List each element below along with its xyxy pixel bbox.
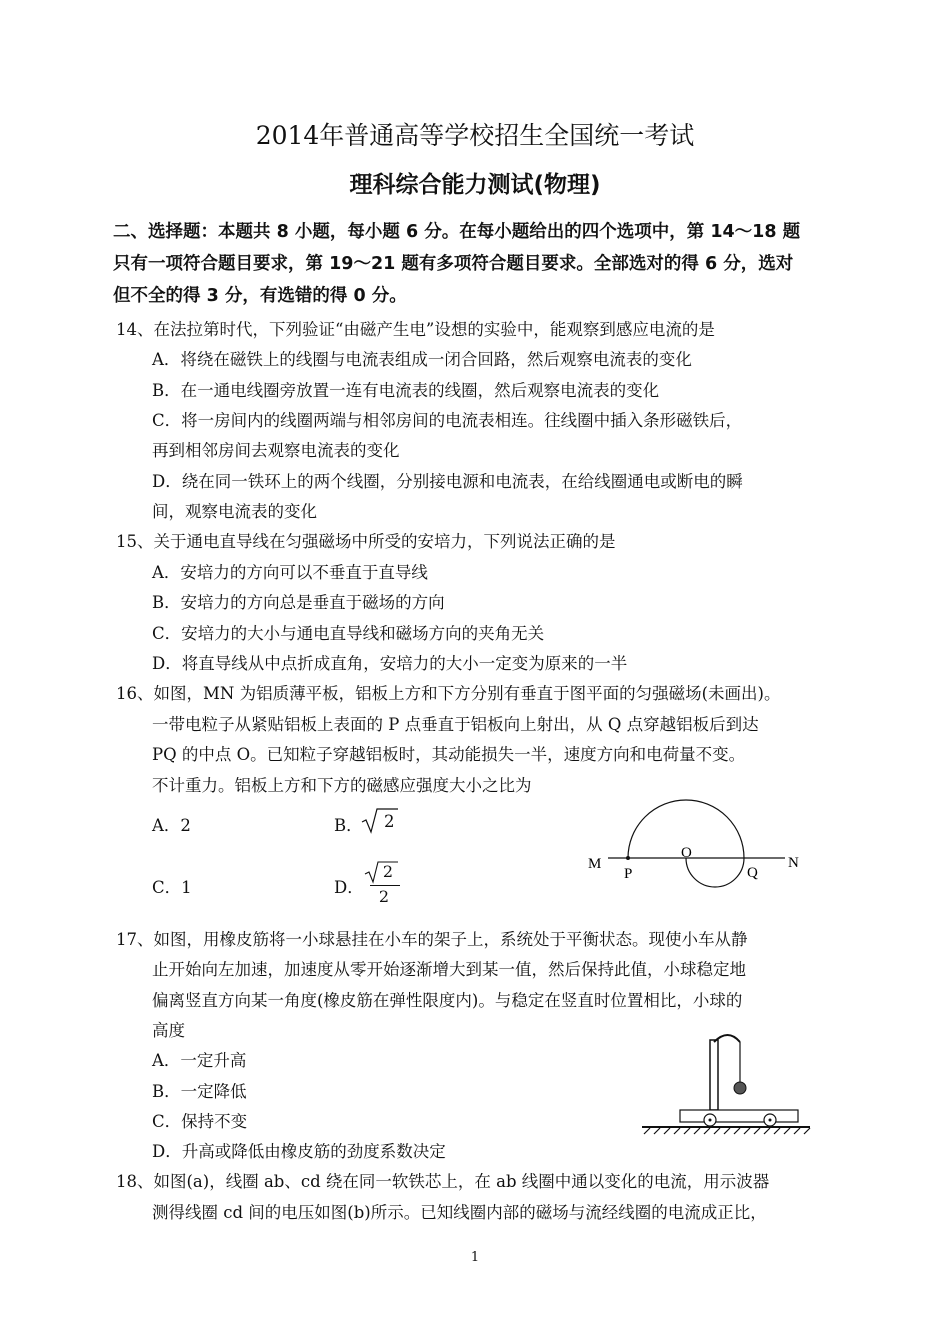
label-m: M [588, 856, 602, 872]
question-15-option-a: A．安培力的方向可以不垂直于直导线 [152, 563, 428, 582]
question-17-option-a: A．一定升高 [152, 1051, 247, 1070]
question-16-stem-cont: 一带电粒子从紧贴铝板上表面的 P 点垂直于铝板向上射出，从 Q 点穿越铝板后到达 [152, 715, 759, 734]
exam-title: 2014年普通高等学校招生全国统一考试 [255, 121, 695, 150]
question-16-option-d-denominator: 2 [378, 887, 390, 906]
exam-subtitle: 理科综合能力测试(物理) [349, 172, 601, 198]
question-14-stem: 14、在法拉第时代，下列验证“由磁产生电”设想的实验中，能观察到感应电流的是 [116, 320, 715, 339]
question-14-option-b: B．在一通电线圈旁放置一连有电流表的线圈，然后观察电流表的变化 [152, 381, 660, 400]
page-number: 1 [470, 1250, 480, 1265]
question-15-stem: 15、关于通电直导线在匀强磁场中所受的安培力，下列说法正确的是 [116, 532, 616, 551]
question-17-stem-cont: 偏离竖直方向某一角度(橡皮筋在弹性限度内)。与稳定在竖直时位置相比，小球的 [152, 991, 743, 1010]
label-q: Q [747, 865, 758, 881]
section-instructions-line: 二、选择题：本题共 8 小题，每小题 6 分。在每小题给出的四个选项中，第 14～18 题 [113, 222, 801, 242]
question-17-stem: 17、如图，用橡皮筋将一小球悬挂在小车的架子上，系统处于平衡状态。现使小车从静 [116, 930, 748, 949]
question-16-option-c: C．1 [152, 878, 192, 897]
question-16-stem-cont: PQ 的中点 O。已知粒子穿越铝板时，其动能损失一半，速度方向和电荷量不变。 [152, 745, 746, 764]
question-18-stem: 18、如图(a)，线圈 ab、cd 绕在同一软铁芯上，在 ab 线圈中通以变化的电流，用示波器 [116, 1172, 770, 1191]
label-p: P [624, 866, 633, 882]
label-o: O [681, 845, 692, 861]
question-17-option-c: C．保持不变 [152, 1112, 248, 1131]
fraction-bar [370, 885, 400, 886]
question-16-option-a: A．2 [152, 816, 191, 835]
figure-particle-trajectory [580, 795, 810, 905]
question-17-option-b: B．一定降低 [152, 1082, 247, 1101]
question-17-stem-cont: 高度 [152, 1021, 185, 1040]
question-16-stem-cont: 不计重力。铝板上方和下方的磁感应强度大小之比为 [152, 776, 532, 795]
question-16-option-b-label: B． [334, 816, 363, 835]
question-14-option-c-cont: 再到相邻房间去观察电流表的变化 [152, 441, 400, 460]
question-14-option-d-cont: 间，观察电流表的变化 [152, 502, 317, 521]
question-15-option-d: D．将直导线从中点折成直角，安培力的大小一定变为原来的一半 [152, 654, 628, 673]
label-n: N [788, 855, 799, 871]
question-14-option-a: A．将绕在磁铁上的线圈与电流表组成一闭合回路，然后观察电流表的变化 [152, 350, 692, 369]
question-17-stem-cont: 止开始向左加速，加速度从零开始逐渐增大到某一值，然后保持此值，小球稳定地 [152, 960, 746, 979]
question-17-option-d: D．升高或降低由橡皮筋的劲度系数决定 [152, 1142, 446, 1161]
question-16-option-d-numerator: 2 [382, 862, 394, 881]
question-18-stem-cont: 测得线圈 cd 间的电压如图(b)所示。已知线圈内部的磁场与流经线圈的电流成正比， [152, 1203, 767, 1222]
question-14-option-c: C．将一房间内的线圈两端与相邻房间的电流表相连。往线圈中插入条形磁铁后， [152, 411, 743, 430]
lower-arc [686, 858, 744, 887]
point-p-dot [626, 856, 630, 860]
question-16-option-d-label: D． [334, 878, 364, 897]
question-14-option-d: D．绕在同一铁环上的两个线圈，分别接电源和电流表，在给线圈通电或断电的瞬 [152, 472, 743, 491]
figure-cart-pendulum [636, 1030, 816, 1140]
question-15-option-b: B．安培力的方向总是垂直于磁场的方向 [152, 593, 445, 612]
question-16-option-b-value: 2 [384, 812, 395, 831]
question-15-option-c: C．安培力的大小与通电直导线和磁场方向的夹角无关 [152, 624, 545, 643]
section-instructions-line: 但不全的得 3 分，有选错的得 0 分。 [113, 286, 407, 306]
question-16-stem: 16、如图，MN 为铝质薄平板，铝板上方和下方分别有垂直于图平面的匀强磁场(未画出)。 [116, 684, 781, 703]
section-instructions-line: 只有一项符合题目要求，第 19～21 题有多项符合题目要求。全部选对的得 6 分，选对 [113, 254, 794, 274]
